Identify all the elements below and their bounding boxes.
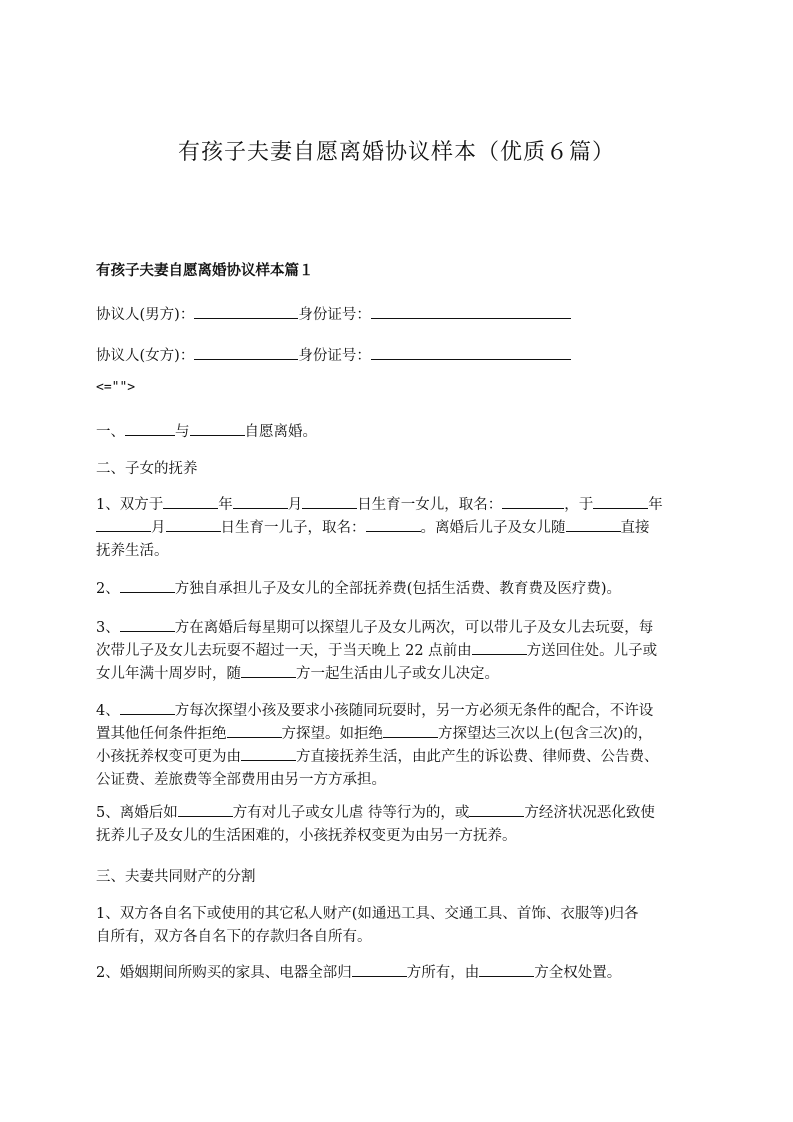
item-3-2 [96, 962, 706, 985]
text: 直接 [620, 520, 650, 536]
text: 自愿离婚。 [244, 424, 317, 440]
party-female-line [96, 344, 571, 365]
blank-field [593, 494, 648, 509]
text: 次带儿子及女儿去玩耍不超过一天，于当天晚上 22 点前由 [96, 643, 472, 659]
text: 一、 [96, 424, 125, 440]
text: 方直接抚养生活，由此产生的诉讼费、律师费、公告费、 [296, 749, 659, 765]
blank-field [241, 663, 296, 678]
text: 日生育一女儿，取名： [357, 497, 503, 513]
blank-field [366, 517, 421, 532]
text: 3、 [96, 620, 120, 636]
blank-field [241, 746, 296, 761]
item-2-3 [96, 617, 706, 686]
blank-field [472, 640, 527, 655]
blank-field [469, 802, 524, 817]
item-2-4 [96, 700, 706, 792]
text: 方送回住处。儿子或 [526, 643, 658, 659]
item-3-1 [96, 903, 706, 949]
text: 女儿年满十周岁时，随 [96, 666, 241, 682]
text: 方全权处置。 [534, 965, 622, 981]
text: 5、离婚后如 [96, 805, 178, 821]
section-subtitle: 有孩子夫妻自愿离婚协议样本篇１ [96, 262, 314, 279]
text: 自所有，双方各自名下的存款归各自所有。 [96, 929, 372, 945]
text: 抚养生活。 [96, 543, 169, 559]
id-label: 身份证号： [298, 348, 371, 364]
blank-field [371, 304, 571, 319]
paragraph-1 [96, 421, 706, 444]
blank-field [194, 304, 298, 319]
text: 2、婚姻期间所购买的家具、电器全部归 [96, 965, 352, 981]
blank-field [302, 494, 357, 509]
text: 方独自承担儿子及女儿的全部抚养费(包括生活费、教育费及医疗费)。 [174, 581, 622, 597]
blank-field [371, 345, 571, 360]
text: 1、双方各自名下或使用的其它私人财产(如通迅工具、交通工具、首饰、衣服等)归各 [96, 906, 639, 922]
text: 年 [648, 497, 663, 513]
text: 1、双方于 [96, 497, 164, 513]
blank-field [194, 345, 298, 360]
stray-markup-text: <=""> [96, 380, 136, 395]
text: 2、 [96, 581, 120, 597]
text: 年 [218, 497, 233, 513]
document-title: 有孩子夫妻自愿离婚协议样本（优质６篇） [177, 140, 615, 165]
text: 方每次探望小孩及要求小孩随同玩耍时，另一方必须无条件的配合，不许设 [174, 703, 654, 719]
text: 方在离婚后每星期可以探望儿子及女儿两次，可以带儿子及女儿去玩耍，每 [174, 620, 654, 636]
blank-field [120, 578, 175, 593]
party-male-line [96, 303, 571, 324]
party-female-label: 协议人(女方)： [96, 348, 195, 364]
party-male-label: 协议人(男方)： [96, 307, 195, 323]
id-label: 身份证号： [298, 307, 371, 323]
text: 日生育一儿子，取名： [220, 520, 366, 536]
blank-field [166, 517, 221, 532]
blank-field [227, 723, 282, 738]
text: 方经济状况恶化致使 [524, 805, 655, 821]
text: 方探望达三次以上(包含三次)的， [438, 726, 653, 742]
blank-field [190, 421, 245, 436]
blank-field [566, 517, 621, 532]
item-2-2 [96, 578, 706, 601]
blank-field [383, 723, 438, 738]
blank-field [479, 962, 534, 977]
text: 方有对儿子或女儿虐 待等行为的，或 [232, 805, 470, 821]
blank-field [352, 962, 407, 977]
text: 小孩抚养权变可更为由 [96, 749, 241, 765]
blank-field [178, 802, 233, 817]
blank-field [120, 700, 175, 715]
text: 抚养儿子及女儿的生活困难的，小孩抚养权变更为由另一方抚养。 [96, 828, 517, 844]
text: 月 [287, 497, 303, 513]
text: 置其他任何条件拒绝 [96, 726, 227, 742]
item-2-5 [96, 802, 706, 848]
blank-field [125, 421, 175, 436]
text: 方探望。如拒绝 [281, 726, 383, 742]
text: 方一起生活由儿子或女儿决定。 [296, 666, 499, 682]
blank-field [502, 494, 564, 509]
text: 4、 [96, 703, 120, 719]
section-heading-3: 三、夫妻共同财产的分割 [96, 869, 256, 885]
blank-field [163, 494, 218, 509]
text: 。离婚后儿子及女儿随 [420, 520, 566, 536]
blank-field [120, 617, 175, 632]
text: 方所有，由 [406, 965, 480, 981]
item-2-1 [96, 494, 706, 563]
section-heading-2: 二、子女的抚养 [96, 461, 198, 477]
blank-field [233, 494, 288, 509]
blank-field [96, 517, 151, 532]
text: 与 [175, 424, 190, 440]
text: 月 [151, 520, 166, 536]
text: ，于 [564, 497, 594, 513]
text: 公证费、差旅费等全部费用由另一方方承担。 [96, 772, 386, 788]
